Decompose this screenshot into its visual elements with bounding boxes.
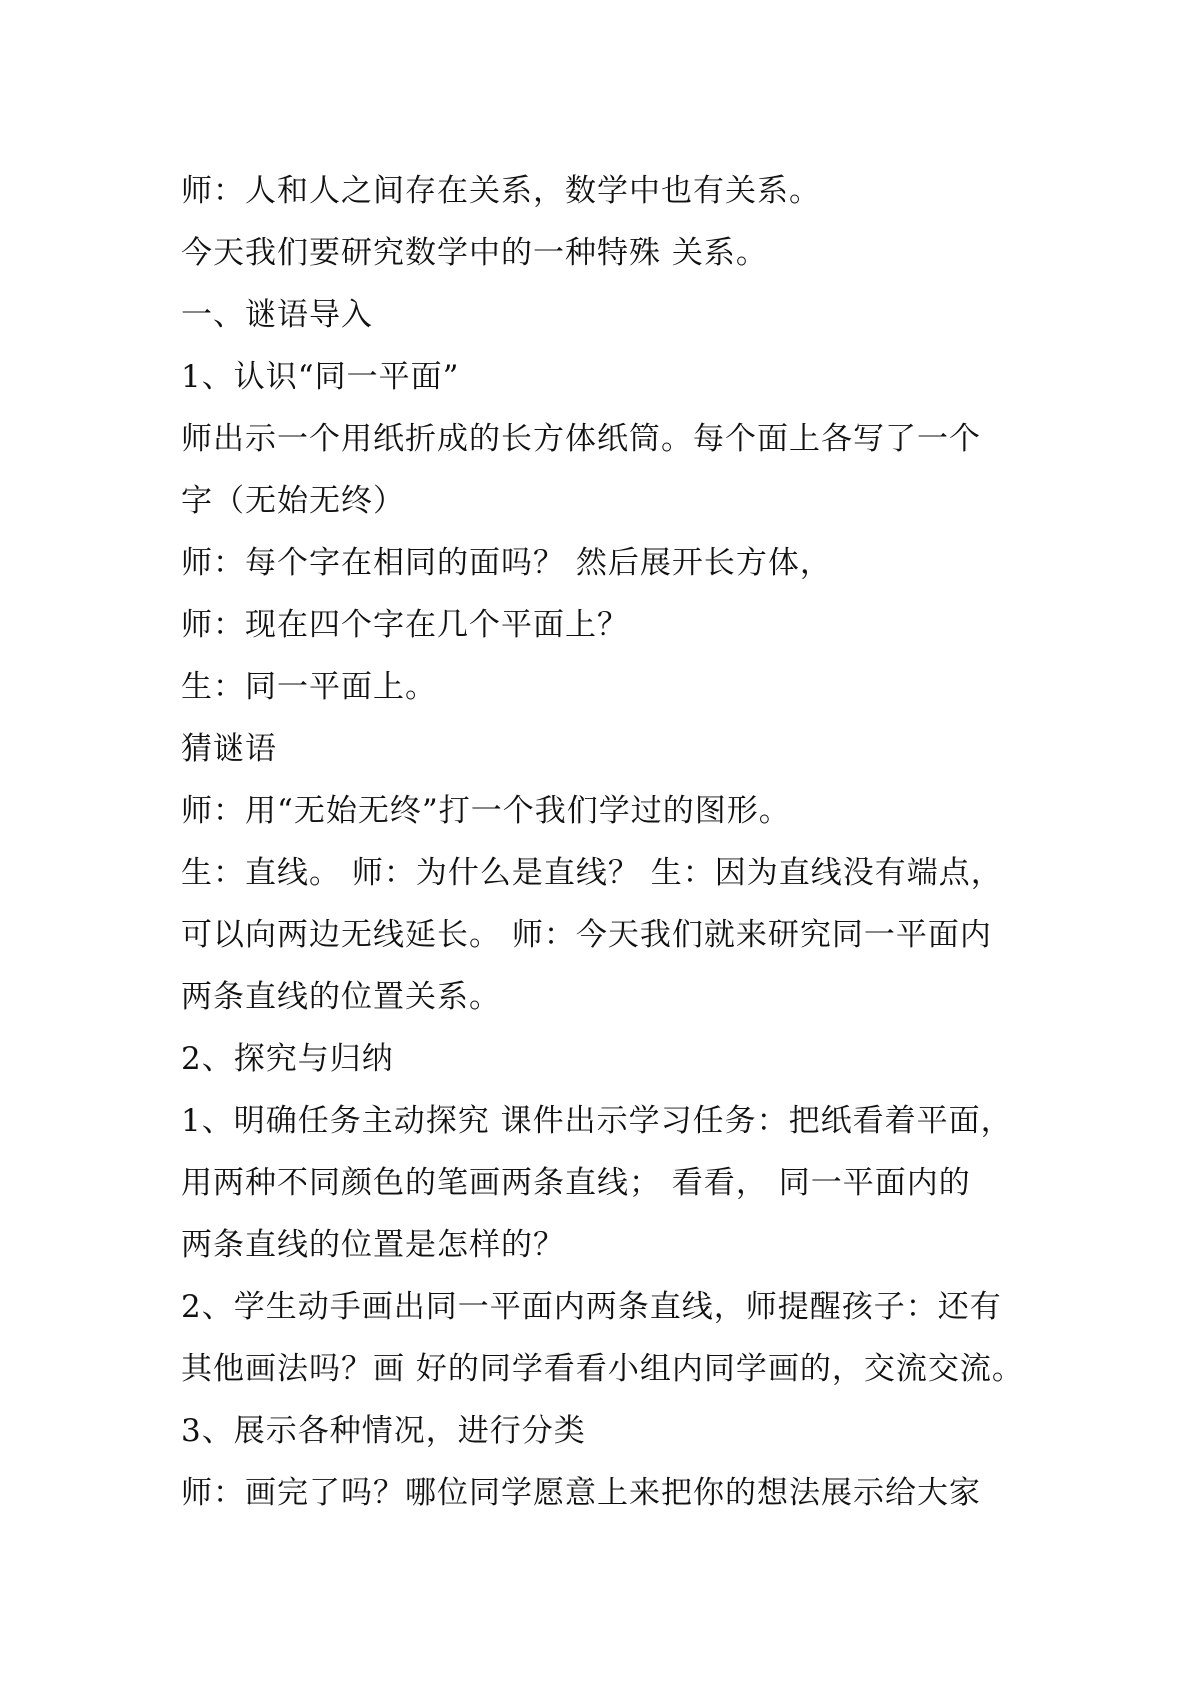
text-line: 其他画法吗？画 好的同学看看小组内同学画的，交流交流。 [181,1351,1024,1387]
text-line: 师：现在四个字在几个平面上？ [181,607,629,643]
text-line: 可以向两边无线延长。 师：今天我们就来研究同一平面内 [181,917,992,953]
text-line: 生：直线。 师：为什么是直线？ 生：因为直线没有端点， [181,855,1003,891]
text-line: 师：用“无始无终”打一个我们学过的图形。 [181,793,791,829]
text-line: 生：同一平面上。 [181,669,437,705]
subsection-heading: 2、探究与归纳 [181,1041,394,1077]
text-line: 猜谜语 [181,731,277,767]
subsection-heading: 1、认识“同一平面” [181,359,460,395]
text-line: 两条直线的位置是怎样的？ [181,1227,565,1263]
text-line: 2、学生动手画出同一平面内两条直线，师提醒孩子：还有 [181,1289,1002,1325]
text-line: 师：每个字在相同的面吗？ 然后展开长方体， [181,545,832,581]
text-line: 字（无始无终） [181,483,405,519]
section-heading: 一、谜语导入 [181,297,373,333]
text-line: 3、展示各种情况，进行分类 [181,1413,586,1449]
text-line: 师出示一个用纸折成的长方体纸筒。每个面上各写了一个 [181,421,981,457]
text-line: 师：画完了吗？哪位同学愿意上来把你的想法展示给大家 [181,1475,981,1511]
text-line: 1、明确任务主动探究 课件出示学习任务：把纸看着平面， [181,1103,1013,1139]
text-line: 今天我们要研究数学中的一种特殊 关系。 [181,235,768,271]
text-line: 两条直线的位置关系。 [181,979,501,1015]
text-line: 用两种不同颜色的笔画两条直线； 看看， 同一平面内的 [181,1165,971,1201]
document-body [181,160,1031,1524]
text-line: 师：人和人之间存在关系，数学中也有关系。 [181,173,821,209]
